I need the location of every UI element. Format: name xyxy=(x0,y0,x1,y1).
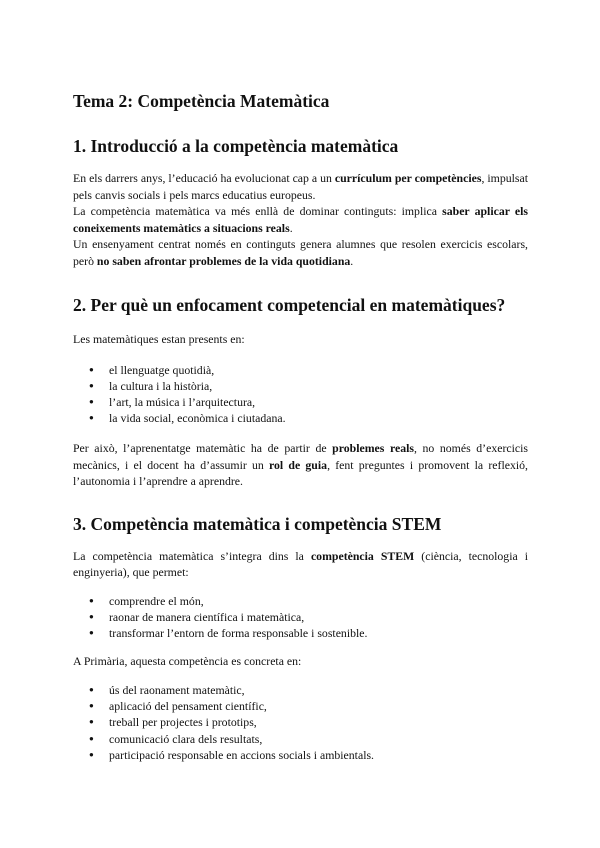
list-item: ● transformar l’entorn de forma responsable i sostenible. xyxy=(73,625,528,641)
section-1-heading: 1. Introducció a la competència matemàtica xyxy=(73,136,399,156)
list-item: ● ús del raonament matemàtic, xyxy=(73,682,528,698)
text-run: Un ensenyament centrat només en continguts genera alumnes que resolen exercicis escolars, però xyxy=(73,237,528,268)
section-2-paragraph xyxy=(73,440,528,490)
section-3-paragraph xyxy=(73,548,528,581)
section-2-intro: Les matemàtiques estan presents en: xyxy=(73,332,245,346)
section-3-heading: 3. Competència matemàtica i competència STEM xyxy=(73,513,442,534)
list-item: ● participació responsable en accions socials i ambientals. xyxy=(73,747,528,763)
list-item: ● el llenguatge quotidià, xyxy=(73,362,528,378)
text-run: (ciència, tecnologia i enginyeria), que permet: xyxy=(73,548,528,580)
list-item: ● l’art, la música i l’arquitectura, xyxy=(73,394,528,410)
document-title: Tema 2: Competència Matemàtica xyxy=(73,91,330,111)
document-page xyxy=(73,88,528,763)
list-item: ● aplicació del pensament científic, xyxy=(73,698,528,714)
bold-text-run: no saben afrontar problemes de la vida quotidiana xyxy=(96,253,351,268)
text-run: . xyxy=(289,220,293,235)
list-item: ● la vida social, econòmica i ciutadana. xyxy=(73,410,528,426)
section-2-list xyxy=(73,362,528,427)
bold-text-run: saber aplicar els coneixements matemàtics a situacions reals xyxy=(73,204,529,235)
section-3-intro-2: A Primària, aquesta competència es concreta en: xyxy=(73,654,302,669)
bold-text-run: currículum per competències xyxy=(334,171,482,185)
list-item: ● raonar de manera científica i matemàtica, xyxy=(73,609,528,625)
section-1-paragraph xyxy=(73,170,528,269)
section-2-heading: 2. Per què un enfocament competencial en matemàtiques? xyxy=(73,295,506,315)
text-run: , impulsat pels canvis socials i pels marcs educatius europeus. xyxy=(73,171,528,202)
list-item: ● la cultura i la història, xyxy=(73,378,528,394)
text-run: La competència matemàtica s’integra dins la xyxy=(73,548,311,563)
text-run: , no només d’exercicis mecànics, i el docent ha d’assumir un xyxy=(73,441,529,472)
text-run: . xyxy=(350,253,354,268)
section-3-list-2 xyxy=(73,682,528,763)
text-run: La competència matemàtica va més enllà de dominar continguts: implica xyxy=(73,204,443,218)
text-run: , fent preguntes i promovent la reflexió, l’autonomia i l’aprendre a aprendre. xyxy=(73,457,528,489)
text-run: Per això, l’aprenentatge matemàtic ha de partir de xyxy=(73,441,333,456)
bold-text-run: rol de guia xyxy=(269,457,328,472)
list-item: ● comprendre el món, xyxy=(73,593,528,609)
bold-text-run: problemes reals xyxy=(332,441,414,456)
list-item: ● comunicació clara dels resultats, xyxy=(73,731,528,747)
section-3-list xyxy=(73,593,528,642)
list-item: ● treball per projectes i prototips, xyxy=(73,714,528,730)
text-run: En els darrers anys, l’educació ha evolucionat cap a un xyxy=(73,171,335,185)
bold-text-run: competència STEM xyxy=(310,548,415,563)
